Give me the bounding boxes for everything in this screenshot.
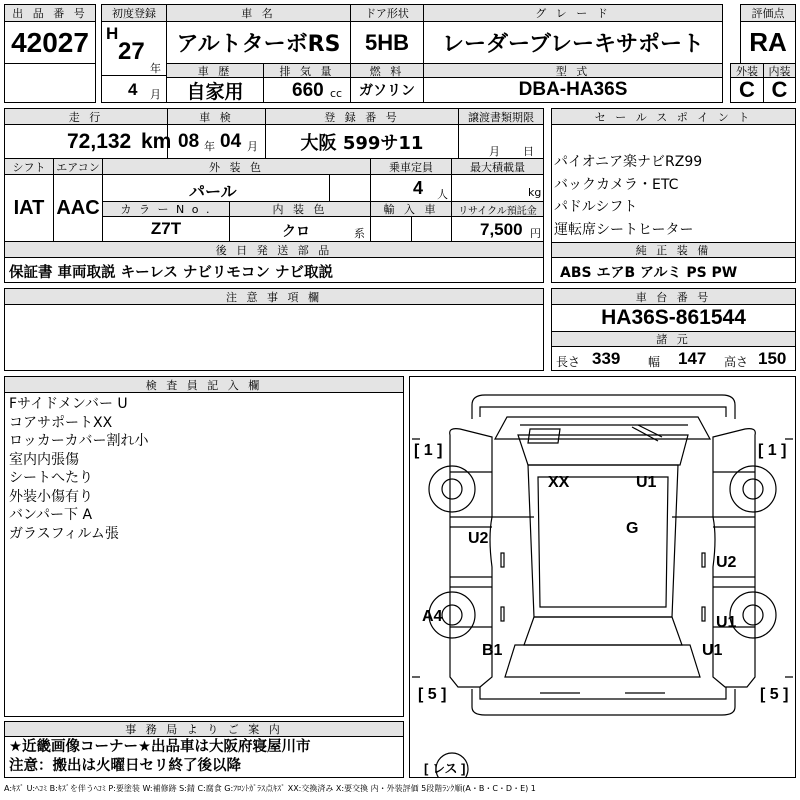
mark-u2-left: U2 bbox=[468, 530, 489, 547]
first-reg-header: 初度登録 bbox=[101, 4, 167, 22]
interior-score: C bbox=[763, 77, 796, 103]
import-box bbox=[370, 216, 452, 242]
shift: IAT bbox=[4, 174, 54, 242]
interior-color-header: 内 装 色 bbox=[229, 201, 371, 217]
mark-u2-right: U2 bbox=[716, 554, 737, 571]
sales-points-header: セ ー ル ス ポ イ ン ト bbox=[551, 108, 796, 125]
office-line: 注意：搬出は火曜日セリ終了後以降 bbox=[9, 758, 241, 774]
notes-box bbox=[4, 304, 544, 371]
first-reg-month-box bbox=[101, 75, 167, 103]
sales-point: パイオニア楽ナビRZ99 bbox=[554, 154, 703, 170]
max-load-box bbox=[451, 174, 544, 202]
reg-month-unit: 月 bbox=[150, 88, 161, 101]
grade-header: グ レ ー ド bbox=[423, 4, 723, 22]
later-parts-header: 後 日 発 送 部 品 bbox=[4, 241, 544, 258]
mileage-box bbox=[4, 124, 172, 159]
inspection-year-unit: 年 bbox=[204, 140, 215, 153]
color: パール bbox=[189, 182, 237, 201]
height-label: 高さ bbox=[724, 355, 749, 369]
inspector-note: Fサイドメンバー U bbox=[9, 396, 128, 412]
reg-month: 4 bbox=[128, 80, 138, 99]
reg-year-unit: 年 bbox=[150, 62, 161, 75]
sales-points-list bbox=[554, 151, 702, 241]
displacement-box bbox=[263, 77, 351, 103]
exterior-score: C bbox=[730, 77, 764, 103]
legend: A:ｷｽﾞ U:ﾍｺﾐ B:ｷｽﾞを伴うﾍｺﾐ P:要塗装 W:補修跡 S:錆 C:腐食 G:ﾌﾛﾝﾄｶﾞﾗｽ点ｷｽﾞ XX:交換済み X:要交換 内・外装評価 5段階ﾗﾝｸ順(A・B・C・D・E) 1 bbox=[4, 784, 536, 793]
notes-header: 注 意 事 項 欄 bbox=[4, 288, 544, 305]
max-load-header: 最大積載量 bbox=[451, 158, 544, 175]
sales-point: 運転席シートヒーター bbox=[554, 221, 694, 238]
inspector-note: 外装小傷有り bbox=[9, 488, 93, 505]
office-box bbox=[4, 736, 404, 778]
width: 147 bbox=[678, 349, 707, 368]
mileage-unit: km bbox=[141, 130, 172, 153]
mark-xx: XX bbox=[548, 474, 570, 491]
door: 5HB bbox=[350, 21, 424, 64]
length: 339 bbox=[592, 349, 621, 368]
width-label: 幅 bbox=[648, 355, 661, 369]
model-code-header: 型 式 bbox=[423, 63, 723, 78]
transfer-month-unit: 月 bbox=[489, 145, 500, 158]
shift-header: シフト bbox=[4, 158, 54, 175]
interior-color: クロ bbox=[282, 224, 310, 240]
inspection-month: 04 bbox=[220, 131, 242, 152]
import-divider bbox=[411, 217, 412, 241]
mark-u1-right: U1 bbox=[716, 614, 737, 631]
sales-points-box bbox=[551, 124, 796, 243]
car-name-header: 車 名 bbox=[166, 4, 351, 22]
aircon-header: エアコン bbox=[53, 158, 103, 175]
inspector-box bbox=[4, 392, 404, 717]
mark-b1: B1 bbox=[482, 642, 503, 659]
score: RA bbox=[740, 21, 796, 64]
inspector-note: コアサポートXX bbox=[9, 414, 113, 431]
corner-label-front-left: [ 1 ] bbox=[414, 442, 443, 459]
grade: レーダーブレーキサポート bbox=[423, 21, 723, 64]
office-line: ★近畿画像コーナー★出品車は大阪府寝屋川市 bbox=[9, 739, 311, 755]
mark-a4: A4 bbox=[422, 608, 443, 625]
transfer-day-unit: 日 bbox=[523, 145, 534, 158]
capacity-unit: 人 bbox=[437, 188, 448, 201]
equipment-box bbox=[551, 257, 796, 283]
sales-point: バックカメラ・ETC bbox=[554, 176, 679, 193]
inspector-header: 検 査 員 記 入 欄 bbox=[4, 376, 404, 393]
transfer-box bbox=[458, 124, 544, 159]
corner-label-spare: [ レス ] bbox=[424, 761, 466, 776]
car-name: アルトターボRS bbox=[166, 21, 351, 64]
inspection-box bbox=[167, 124, 266, 159]
mileage: 72,132 bbox=[67, 130, 132, 153]
door-header: ドア形状 bbox=[350, 4, 424, 22]
mileage-header: 走 行 bbox=[4, 108, 168, 125]
displacement: 660 bbox=[292, 80, 324, 101]
mark-u1-front: U1 bbox=[636, 474, 657, 491]
length-label: 長さ bbox=[556, 355, 581, 369]
interior-color-unit: 系 bbox=[354, 227, 365, 240]
inspector-note: バンパー下 A bbox=[9, 507, 93, 523]
lot-no-header: 出 品 番 号 bbox=[4, 4, 96, 22]
recycle: 7,500 bbox=[480, 220, 523, 239]
lot-no: 42027 bbox=[4, 21, 96, 64]
first-reg-year-box bbox=[101, 21, 167, 76]
reg-number: 大阪 599サ11 bbox=[265, 124, 459, 159]
office-header: 事 務 局 よ り ご 案 内 bbox=[4, 721, 404, 737]
fuel: ガソリン bbox=[350, 77, 424, 103]
inspector-note: シートへたり bbox=[9, 470, 93, 486]
height: 150 bbox=[758, 349, 787, 368]
import-header: 輸 入 車 bbox=[370, 201, 452, 217]
corner-label-rear-right: [ 5 ] bbox=[760, 686, 789, 703]
model-code: DBA-HA36S bbox=[423, 77, 723, 103]
transfer-header: 譲渡書類期限 bbox=[458, 108, 544, 125]
equipment-header: 純 正 装 備 bbox=[551, 242, 796, 258]
aircon: AAC bbox=[53, 174, 103, 242]
capacity: 4 bbox=[413, 178, 424, 198]
later-parts-box bbox=[4, 257, 544, 283]
inspector-note: ロッカーカバー割れ小 bbox=[9, 433, 149, 449]
recycle-header: リサイクル預託金 bbox=[451, 201, 544, 217]
capacity-box bbox=[370, 174, 452, 202]
color-header: 外 装 色 bbox=[102, 158, 371, 175]
reg-number-header: 登 録 番 号 bbox=[265, 108, 459, 125]
inspection-header: 車 検 bbox=[167, 108, 266, 125]
score-header: 評価点 bbox=[740, 4, 796, 22]
displacement-header: 排 気 量 bbox=[263, 63, 351, 78]
color-no-header: カ ラ ー N o . bbox=[102, 201, 230, 217]
chassis-number: HA36S-861544 bbox=[551, 304, 796, 332]
era: H bbox=[106, 24, 119, 43]
recycle-box bbox=[451, 216, 544, 242]
color-no: Z7T bbox=[102, 216, 230, 242]
sales-point: パドルシフト bbox=[554, 199, 638, 215]
inspector-note: ガラスフィルム張 bbox=[9, 525, 119, 542]
color-divider bbox=[329, 175, 330, 201]
lot-no-blank bbox=[4, 63, 96, 103]
inspection-year: 08 bbox=[178, 131, 200, 152]
corner-label-rear-left: [ 5 ] bbox=[418, 686, 447, 703]
history: 自家用 bbox=[166, 77, 264, 103]
dims-header: 諸 元 bbox=[551, 331, 796, 347]
displacement-unit: cc bbox=[330, 87, 343, 100]
fuel-header: 燃 料 bbox=[350, 63, 424, 78]
reg-year: 27 bbox=[118, 38, 145, 65]
inspector-note: 室内内張傷 bbox=[9, 451, 79, 468]
later-parts: 保証書 車両取説 キーレス ナビリモコン ナビ取説 bbox=[9, 265, 333, 281]
interior-color-box bbox=[229, 216, 371, 242]
corner-label-front-right: [ 1 ] bbox=[758, 442, 787, 459]
recycle-unit: 円 bbox=[530, 227, 541, 240]
color-box bbox=[102, 174, 371, 202]
equipment: ABS エアB アルミ PS PW bbox=[560, 265, 738, 281]
dims-box bbox=[551, 346, 796, 371]
car-diagram bbox=[410, 377, 795, 777]
office-lines bbox=[9, 738, 311, 776]
mark-u1-rear: U1 bbox=[702, 642, 723, 659]
mark-g: G bbox=[626, 520, 639, 537]
exterior-header: 外装 bbox=[730, 63, 764, 78]
inspection-month-unit: 月 bbox=[247, 140, 258, 153]
max-load-unit: kg bbox=[528, 186, 542, 199]
capacity-header: 乗車定員 bbox=[370, 158, 452, 175]
chassis-header: 車 台 番 号 bbox=[551, 288, 796, 305]
inspector-notes-list bbox=[9, 395, 148, 543]
car-diagram-box bbox=[409, 376, 796, 778]
history-header: 車 歴 bbox=[166, 63, 264, 78]
interior-header: 内装 bbox=[763, 63, 796, 78]
